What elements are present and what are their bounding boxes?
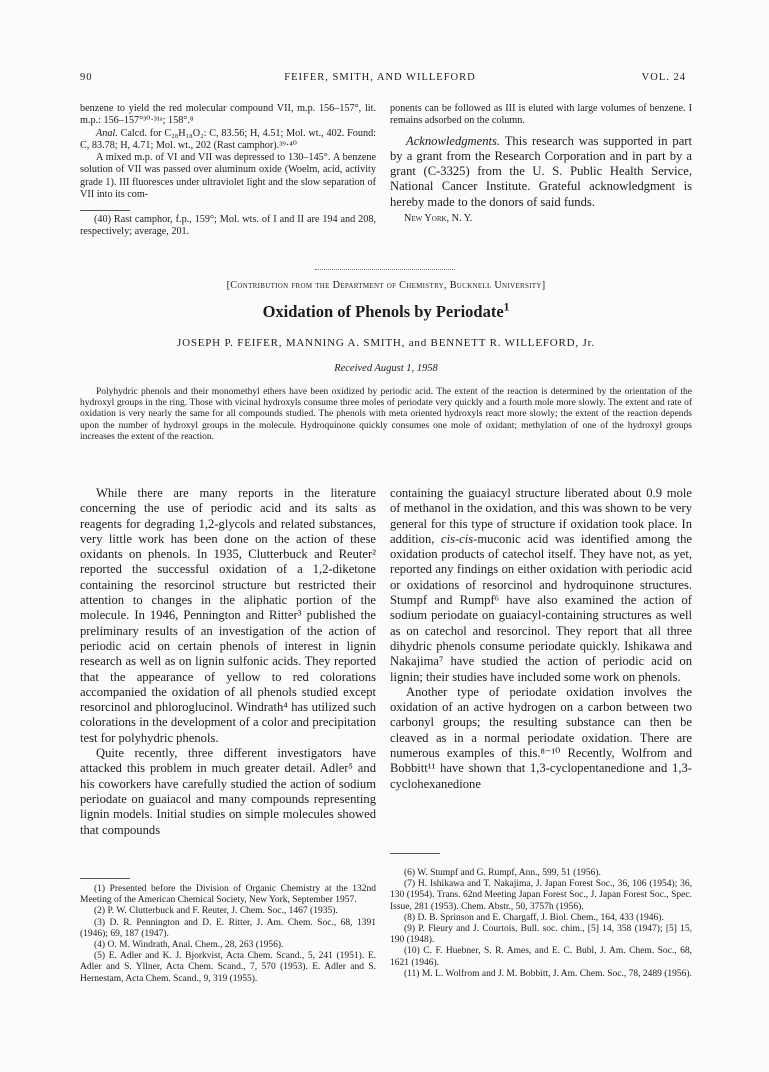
ack-label: Acknowledgments. — [406, 133, 501, 148]
page-number: 90 — [80, 72, 93, 83]
body-left-p1: While there are many reports in the literature concerning the use of periodic acid and its salts as reagents for degrading 1,2-glycols and related substances, very little work has been done on the action of these oxidants on phenols. In 1935, Clutterbuck and Reuter² reported the successful oxidation of a 1,2-diketone containing the resorcinol structure but restricted their attention to changes in the aliphatic portion of the molecule. In 1946, Pennington and Ritter³ published the preliminary results of an investigation of the action of periodic acid on certain phenols of interest in lignin research as well as on lignin sulfonic acids. They reported that the appearance of yellow to red colorations accompanied the oxidation of all phenols studied except resorcinol and phloroglucinol. Windrath⁴ has utilized such colorations in the development of a color and precipitation test for polyhydric phenols. — [80, 486, 376, 745]
footnote-item: (1) Presented before the Division of Organic Chemistry at the 132nd Meeting of the American Chemical Society, New York, September 1957. — [80, 884, 376, 906]
article-title — [80, 302, 692, 322]
footnote-rule-left — [80, 878, 130, 879]
body-right-p1: containing the guaiacyl structure liberated about 0.9 mole of methanol in the oxidation, and this was shown to be very general for this type of structure if oxidation took place. In addition, cis-cis-muconic acid was identified among the oxidation products of catechol itself. They have not, as yet, reported any findings on either oxidation with periodic acid or oxidations of resorcinol and hydroquinone structures. Stumpf and Rumpf⁶ have also examined the action of sodium periodate on guaiacyl-containing structures as well as on catechol and resorcinol. They report that all three dihydric phenols consume periodate quickly. Ishikawa and Nakajima⁷ have studied the action of periodic acid on lignin; their studies have included some work on phenols. — [390, 486, 692, 684]
footnotes-left — [80, 884, 376, 985]
title-footnote-ref: 1 — [503, 301, 510, 314]
prev-article-right — [390, 103, 692, 225]
footnote-item: (3) D. R. Pennington and D. E. Ritter, J. Am. Chem. Soc., 68, 1391 (1946); 69, 187 (1947). — [80, 917, 376, 939]
body-right-p2: Another type of periodate oxidation involves the oxidation of an active hydrogen on a carbon between two carbonyl groups; the resulting substance can then be cleaved as in a normal periodate oxidation. There are numerous examples of this.⁸⁻¹⁰ Recently, Wolfrom and Bobbitt¹¹ have shown that 1,3-cyclopentanedione and 1,3-cyclohexanedione — [390, 684, 692, 791]
footnote-rule — [80, 210, 130, 211]
running-title: FEIFER, SMITH, AND WILLEFORD — [284, 72, 476, 83]
contribution-line: [Contribution from the Department of Chemistry, Bucknell University] — [226, 280, 546, 291]
footnote-item: (10) C. F. Huebner, S. R. Ames, and E. C. Bubl, J. Am. Chem. Soc., 68, 1621 (1946). — [390, 946, 692, 968]
footnote-item: (8) D. B. Sprinson and E. Chargaff, J. Biol. Chem., 164, 433 (1946). — [404, 912, 664, 923]
footnote-item: (7) H. Ishikawa and T. Nakajima, J. Japan Forest Soc., 36, 106 (1954); 36, 130 (1954). Trans. 62nd Meeting Japan Forest Soc., J. Japan Forest Soc., Spec. Issue, 281 (1953). Chem. Abstr., 50, 3757h (1956). — [390, 879, 692, 912]
body-left — [80, 486, 376, 838]
abstract: Polyhydric phenols and their monomethyl ethers have been oxidized by periodic acid. The extent of the reaction is determined by the orientation of the hydroxyl groups in the ring. Those with vicinal hydroxyls consume three moles of periodate very quickly and a fourth mole more slowly. The extent and rate of oxidation is very nearly the same for all compounds studied. The phenols with meta oriented hydroxyls react more slowly; the extent of the reaction depends upon the number of hydroxyl groups in the molecule. Hydroquinone quickly consumes one mole of oxidant; methylation of one of the hydroxyl groups increases the extent of the reaction. — [80, 387, 692, 442]
volume-label: VOL. 24 — [641, 72, 686, 83]
prev-article-left — [80, 103, 376, 201]
footnotes-right — [390, 868, 692, 980]
received-date: Received August 1, 1958 — [334, 363, 438, 374]
footnote-item: (2) P. W. Clutterbuck and F. Reuter, J. Chem. Soc., 1467 (1935). — [94, 906, 338, 917]
body-right — [390, 486, 692, 792]
section-divider — [315, 269, 455, 270]
footnote-item: (5) E. Adler and K. J. Bjorkvist, Acta Chem. Scand., 5, 241 (1951). E. Adler and S. Yllner, Acta Chem. Scand., 7, 570 (1953). E. Adler and S. Hernestam, Acta Chem. Scand., 9, 319 (1955). — [80, 951, 376, 984]
location: New York, N. Y. — [404, 213, 473, 225]
ack-text: This research was supported in part by a grant from the Research Corporation and in part by a grant (C-3325) from the U. S. Public Health Service, National Cancer Institute. Grateful acknowledgment is hereby made to the donors of said funds. — [390, 133, 692, 209]
footnote-item: (4) O. M. Windrath, Anal. Chem., 28, 263 (1956). — [94, 940, 284, 951]
anal-label: Anal. — [96, 127, 118, 139]
body-left-p2: Quite recently, three different investigators have attacked this problem in much greater detail. Adler⁵ and his coworkers have carefully studied the action of sodium periodate on guaiacol and many compounds representing lignin models. Initial studies on simple molecules showed that compounds — [80, 746, 376, 837]
footnote-40: (40) Rast camphor, f.p., 159°; Mol. wts. of I and II are 194 and 208, respectively; average, 201. — [80, 214, 376, 238]
footnote-item: (11) M. L. Wolfrom and J. M. Bobbitt, J. Am. Chem. Soc., 78, 2489 (1956). — [404, 968, 692, 979]
footnote-rule-right — [390, 853, 440, 854]
article-title-text: Oxidation of Phenols by Periodate — [262, 302, 504, 321]
prev-left-p1: benzene to yield the red molecular compound VII, m.p. 156–157°, lit. m.p.: 156–157°³⁰·³¹ᵃ; 158°.⁸ — [80, 103, 376, 127]
authors: JOSEPH P. FEIFER, MANNING A. SMITH, and BENNETT R. WILLEFORD, Jr. — [177, 337, 595, 349]
footnote-item: (9) P. Fleury and J. Courtois, Bull. soc. chim., [5] 14, 358 (1947); [5] 15, 190 (1948). — [390, 924, 692, 946]
prev-right-p1: ponents can be followed as III is eluted with large volumes of benzene. I remains adsorbed on the column. — [390, 103, 692, 127]
footnote-item: (6) W. Stumpf and G. Rumpf, Ann., 599, 51 (1956). — [404, 868, 601, 878]
anal-text: Calcd. for C₂₈H₁₈O₂: C, 83.56; H, 4.51; Mol. wt., 402. Found: C, 83.78; H, 4.71; Mol. wt., 202 (Rast camphor).³⁹·⁴⁰ — [80, 127, 376, 151]
prev-left-p3: A mixed m.p. of VI and VII was depressed to 130–145°. A benzene solution of VII was passed over aluminum oxide (Woelm, acid, activity grade 1). III fluoresces under ultraviolet light and the slow separation of VII into its com- — [80, 152, 376, 201]
